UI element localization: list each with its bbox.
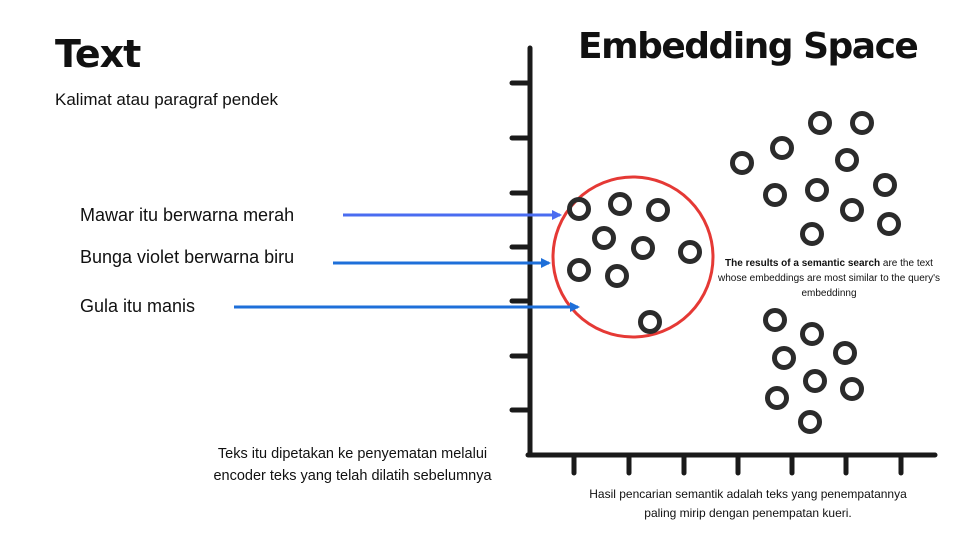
point — [876, 176, 895, 195]
point — [808, 181, 827, 200]
point — [838, 151, 857, 170]
point — [880, 215, 899, 234]
x-ticks — [574, 455, 901, 473]
y-ticks — [512, 83, 530, 410]
subtitle: Kalimat atau paragraf pendek — [55, 90, 279, 109]
result-note-line1: Hasil pencarian semantik adalah teks yang penempatannya — [589, 487, 907, 501]
point — [570, 261, 589, 280]
encoder-note-line2: encoder teks yang telah dilatih sebelumnya — [213, 468, 492, 484]
point — [801, 413, 820, 432]
point — [649, 201, 668, 220]
point — [853, 114, 872, 133]
semantic-search-note-rest: are the text whose embeddings are most similar to the query's embeddinng — [718, 258, 941, 299]
point — [843, 201, 862, 220]
semantic-search-note — [718, 256, 940, 301]
axes — [528, 48, 935, 455]
point — [768, 389, 787, 408]
point — [836, 344, 855, 363]
text-title: Text — [55, 32, 141, 76]
point — [803, 225, 822, 244]
point — [773, 139, 792, 158]
point — [611, 195, 630, 214]
point — [766, 311, 785, 330]
point — [775, 349, 794, 368]
encoder-note — [170, 443, 535, 487]
result-note — [548, 485, 948, 523]
point — [641, 313, 660, 332]
point — [608, 267, 627, 286]
point — [803, 325, 822, 344]
sentence-bunga: Bunga violet berwarna biru — [80, 247, 295, 267]
encoder-note-line1: Teks itu dipetakan ke penyematan melalui — [217, 446, 488, 462]
sentence-gula: Gula itu manis — [80, 296, 196, 316]
point — [681, 243, 700, 262]
point — [806, 372, 825, 391]
point — [570, 200, 589, 219]
point — [843, 380, 862, 399]
point — [766, 186, 785, 205]
semantic-search-note-bold: The results of a semantic search — [725, 258, 881, 269]
point — [634, 239, 653, 258]
sentence-mawar: Mawar itu berwarna merah — [80, 205, 295, 225]
embedding-space-title: Embedding Space — [578, 26, 918, 67]
point — [595, 229, 614, 248]
point — [733, 154, 752, 173]
point — [811, 114, 830, 133]
result-note-line2: paling mirip dengan penempatan kueri. — [644, 506, 852, 520]
